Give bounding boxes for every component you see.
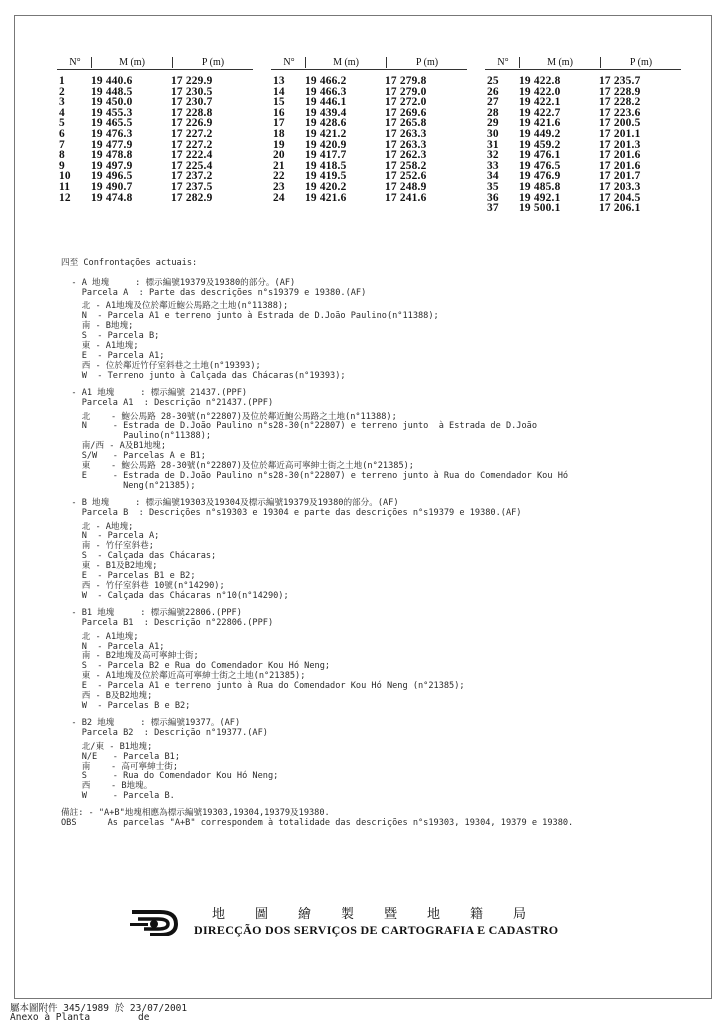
boundary-line: Paulino(n°11388); (61, 431, 212, 442)
boundary-line: E - Estrada de D.João Paulino n°s28-30(n°22807) e terreno junto à Rua do Comendador Kou Hó (61, 470, 569, 481)
p-coordinate: 17 279.0 (385, 85, 427, 98)
point-number: 34 (487, 170, 499, 183)
table-row (57, 87, 253, 98)
p-coordinate: 17 226.9 (171, 117, 213, 130)
table-row (57, 129, 253, 140)
point-number: 5 (59, 117, 65, 130)
boundary-line: Neng(n°21385); (61, 480, 196, 491)
p-coordinate: 17 269.6 (385, 106, 427, 119)
point-number: 1 (59, 75, 65, 87)
point-number: 15 (273, 96, 285, 109)
boundary-line: W - Terreno junto à Calçada das Chácaras(n°19393); (61, 370, 346, 381)
boundary-line: W - Parcela B. (61, 791, 175, 802)
p-coordinate: 17 282.9 (171, 191, 213, 204)
boundary-line: N - Parcela A1 e terreno junto à Estrada de D.João Paulino(n°11388); (61, 311, 439, 322)
boundary-line: S - Calçada das Chácaras; (61, 551, 217, 562)
p-coordinate: 17 263.3 (385, 138, 427, 151)
m-coordinate: 19 420.9 (305, 138, 347, 151)
table-row (271, 182, 467, 193)
m-coordinate: 19 440.6 (91, 75, 133, 87)
point-number: 22 (273, 170, 285, 183)
coordinate-table-3 (485, 57, 681, 214)
point-number: 13 (273, 75, 285, 87)
boundary-line: 西 - 竹仔室斜巷 10號(n°14290); (61, 581, 225, 591)
coordinate-table-2 (271, 57, 467, 203)
point-number: 31 (487, 138, 499, 151)
column-header-p: P (m) (600, 57, 681, 68)
point-number: 18 (273, 127, 285, 140)
point-number: 35 (487, 180, 499, 193)
column-header-n: N° (283, 57, 295, 68)
boundary-line: 北 - A1地塊及位於鄰近鮑公馬路之土地(n°11388); (61, 301, 289, 312)
p-coordinate: 17 225.4 (171, 159, 213, 172)
table-row (57, 182, 253, 193)
m-coordinate: 19 476.5 (519, 159, 561, 172)
table-row (57, 161, 253, 172)
m-coordinate: 19 418.5 (305, 159, 347, 172)
point-number: 4 (59, 106, 65, 119)
table-row (271, 76, 467, 87)
m-coordinate: 19 421.6 (305, 191, 347, 204)
table-row (57, 97, 253, 108)
parcel-title-line: - B1 地塊 : 標示編號22806.(PPF) (61, 607, 242, 618)
organization-name-portuguese: DIRECÇÃO DOS SERVIÇOS DE CARTOGRAFIA E CADASTRO (194, 923, 559, 937)
table-row (57, 140, 253, 151)
m-coordinate: 19 428.6 (305, 117, 347, 130)
m-coordinate: 19 478.8 (91, 149, 133, 162)
p-coordinate: 17 265.8 (385, 117, 427, 130)
table-row (57, 150, 253, 161)
boundary-line: S - Rua do Comendador Kou Hó Neng; (61, 771, 279, 782)
boundary-line: 北/東 - B1地塊; (61, 741, 153, 752)
p-coordinate: 17 222.4 (171, 149, 213, 162)
p-coordinate: 17 227.2 (171, 138, 213, 151)
parcel-title-line: - B2 地塊 : 標示編號19377。(AF) (61, 717, 241, 728)
point-number: 16 (273, 106, 285, 119)
table-row (485, 171, 681, 182)
boundary-line: 南 - B地塊; (61, 321, 134, 332)
p-coordinate: 17 228.2 (599, 96, 641, 109)
parcel-title-line: Parcela B : Descrições n°s19303 e 19304 e parte das descrições n°s19379 e 19380.(AF) (61, 507, 522, 518)
table-row (271, 97, 467, 108)
boundary-line: N - Estrada de D.João Paulino n°s28-30(n°22807) e terreno junto à Estrada de D.João (61, 421, 537, 432)
annex-plan-label: Anexo à Planta (10, 1012, 91, 1023)
p-coordinate: 17 203.3 (599, 180, 641, 193)
point-number: 30 (487, 127, 499, 140)
point-number: 26 (487, 85, 499, 98)
table-row (271, 108, 467, 119)
column-header-n: N° (497, 57, 509, 68)
point-number: 32 (487, 149, 499, 162)
point-number: 24 (273, 191, 285, 204)
point-number: 12 (59, 191, 71, 204)
p-coordinate: 17 206.1 (599, 202, 641, 215)
m-coordinate: 19 490.7 (91, 180, 133, 193)
table-row (57, 76, 253, 87)
column-header-m: M (m) (305, 57, 386, 68)
m-coordinate: 19 474.8 (91, 191, 133, 204)
boundary-line: 東 - B1及B2地塊; (61, 561, 158, 572)
parcel-title-line: - A 地塊 : 標示編號19379及19380的部分。(AF) (61, 277, 296, 288)
boundary-line: S/W - Parcelas A e B1; (61, 451, 206, 462)
m-coordinate: 19 476.3 (91, 127, 133, 140)
p-coordinate: 17 228.8 (171, 106, 213, 119)
point-number: 8 (59, 149, 65, 162)
point-number: 20 (273, 149, 285, 162)
parcel-title-line: - A1 地塊 : 標示編號 21437.(PPF) (61, 387, 248, 398)
m-coordinate: 19 449.2 (519, 127, 561, 140)
boundary-line: N - Parcela A1; (61, 641, 165, 652)
m-coordinate: 19 459.2 (519, 138, 561, 151)
p-coordinate: 17 223.6 (599, 106, 641, 119)
point-number: 23 (273, 180, 285, 193)
p-coordinate: 17 279.8 (385, 75, 427, 87)
p-coordinate: 17 229.9 (171, 75, 213, 87)
column-header-m: M (m) (91, 57, 172, 68)
m-coordinate: 19 497.9 (91, 159, 133, 172)
m-coordinate: 19 455.3 (91, 106, 133, 119)
point-number: 37 (487, 202, 499, 215)
point-number: 9 (59, 159, 65, 172)
boundary-line: 東 - A1地塊及位於鄰近高可寧紳士街之土地(n°21385); (61, 671, 306, 682)
point-number: 33 (487, 159, 499, 172)
m-coordinate: 19 492.1 (519, 191, 561, 204)
point-number: 3 (59, 96, 65, 109)
table-row (271, 171, 467, 182)
boundary-line: E - Parcelas B1 e B2; (61, 571, 196, 582)
m-coordinate: 19 421.2 (305, 127, 347, 140)
p-coordinate: 17 235.7 (599, 75, 641, 87)
table-row (485, 76, 681, 87)
m-coordinate: 19 477.9 (91, 138, 133, 151)
m-coordinate: 19 485.8 (519, 180, 561, 193)
p-coordinate: 17 258.2 (385, 159, 427, 172)
m-coordinate: 19 446.1 (305, 96, 347, 109)
parcel-title-line: Parcela B2 : Descrição n°19377.(AF) (61, 727, 268, 738)
parcel-title-line: Parcela A : Parte das descrições n°s19379 e 19380.(AF) (61, 287, 367, 298)
table-row (485, 97, 681, 108)
annex-label (10, 1012, 150, 1023)
table-row (485, 118, 681, 129)
p-coordinate: 17 201.6 (599, 149, 641, 162)
confrontations-section (61, 239, 701, 829)
table-header (485, 57, 681, 70)
p-coordinate: 17 201.3 (599, 138, 641, 151)
p-coordinate: 17 262.3 (385, 149, 427, 162)
boundary-line: N/E - Parcela B1; (61, 751, 180, 762)
m-coordinate: 19 466.2 (305, 75, 347, 87)
boundary-line: N - Parcela A; (61, 531, 160, 542)
m-coordinate: 19 419.5 (305, 170, 347, 183)
boundary-line: 西 - B及B2地塊; (61, 691, 153, 702)
boundary-line: 東 - A1地塊; (61, 341, 139, 352)
boundary-line: 南 - 高可寧紳士街; (61, 761, 179, 772)
boundary-line: 南 - 竹仔室斜巷; (61, 541, 154, 552)
boundary-line: 東 - 鮑公馬路 28-30號(n°22807)及位於鄰近高可寧紳士街之土地(n°21385); (61, 461, 414, 472)
confrontations-heading: 四至 Confrontações actuais: (61, 257, 198, 268)
p-coordinate: 17 204.5 (599, 191, 641, 204)
m-coordinate: 19 500.1 (519, 202, 561, 215)
table-row (57, 193, 253, 204)
p-coordinate: 17 230.5 (171, 85, 213, 98)
boundary-line: 北 - A地塊; (61, 521, 134, 532)
point-number: 25 (487, 75, 499, 87)
p-coordinate: 17 272.0 (385, 96, 427, 109)
p-coordinate: 17 263.3 (385, 127, 427, 140)
column-header-p: P (m) (386, 57, 467, 68)
table-row (57, 108, 253, 119)
m-coordinate: 19 420.2 (305, 180, 347, 193)
boundary-line: 北 - A1地塊; (61, 631, 139, 642)
p-coordinate: 17 227.2 (171, 127, 213, 140)
column-header-n: N° (69, 57, 81, 68)
p-coordinate: 17 201.7 (599, 170, 641, 183)
m-coordinate: 19 466.3 (305, 85, 347, 98)
parcel-title-line: Parcela B1 : Descrição n°22806.(PPF) (61, 617, 274, 628)
p-coordinate: 17 252.6 (385, 170, 427, 183)
table-row (271, 193, 467, 204)
annex-reference: 屬本圖附件 345/1989 於 23/07/2001 (10, 1003, 188, 1014)
point-number: 17 (273, 117, 285, 130)
point-number: 27 (487, 96, 499, 109)
boundary-line: 南/西 - A及B1地塊; (61, 441, 167, 452)
table-row (271, 129, 467, 140)
m-coordinate: 19 422.1 (519, 96, 561, 109)
point-number: 6 (59, 127, 65, 140)
table-row (485, 182, 681, 193)
p-coordinate: 17 201.6 (599, 159, 641, 172)
table-row (485, 129, 681, 140)
m-coordinate: 19 422.8 (519, 75, 561, 87)
boundary-line: 南 - B2地塊及高可寧紳士街; (61, 651, 199, 662)
table-row (485, 203, 681, 214)
p-coordinate: 17 200.5 (599, 117, 641, 130)
point-number: 10 (59, 170, 71, 183)
table-row (57, 171, 253, 182)
point-number: 2 (59, 85, 65, 98)
m-coordinate: 19 421.6 (519, 117, 561, 130)
table-row (271, 140, 467, 151)
table-row (485, 193, 681, 204)
boundary-line: S - Parcela B; (61, 331, 160, 342)
m-coordinate: 19 439.4 (305, 106, 347, 119)
boundary-line: 西 - 位於鄰近竹仔室斜巷之土地(n°19393); (61, 360, 261, 371)
p-coordinate: 17 241.6 (385, 191, 427, 204)
coordinate-table-1 (57, 57, 253, 203)
note-line: OBS As parcelas "A+B" correspondem à totalidade das descrições n°s19303, 19304, 19379 e 19380. (61, 818, 574, 829)
m-coordinate: 19 496.5 (91, 170, 133, 183)
column-header-p: P (m) (172, 57, 253, 68)
table-row (485, 87, 681, 98)
point-number: 19 (273, 138, 285, 151)
point-number: 29 (487, 117, 499, 130)
m-coordinate: 19 422.7 (519, 106, 561, 119)
parcel-title-line: Parcela A1 : Descrição n°21437.(PPF) (61, 397, 274, 408)
point-number: 11 (59, 180, 71, 193)
p-coordinate: 17 230.7 (171, 96, 213, 109)
table-row (271, 87, 467, 98)
parcel-title-line: - B 地塊 : 標示編號19303及19304及標示編號19379及19380的部分。(AF) (61, 497, 399, 508)
table-row (485, 161, 681, 172)
boundary-line: 北 - 鮑公馬路 28-30號(n°22807)及位於鄰近鮑公馬路之土地(n°11388); (61, 411, 397, 422)
m-coordinate: 19 465.5 (91, 117, 133, 130)
organization-name-chinese: 地圖繪製暨地籍局 (212, 907, 557, 922)
note-line: 備註: - "A+B"地塊相應為標示編號19303,19304,19379及19380. (61, 808, 330, 819)
point-number: 7 (59, 138, 65, 151)
table-row (271, 150, 467, 161)
p-coordinate: 17 228.9 (599, 85, 641, 98)
point-number: 36 (487, 191, 499, 204)
m-coordinate: 19 417.7 (305, 149, 347, 162)
m-coordinate: 19 448.5 (91, 85, 133, 98)
point-number: 28 (487, 106, 499, 119)
table-row (271, 161, 467, 172)
dscc-logo-icon (130, 902, 182, 936)
m-coordinate: 19 476.9 (519, 170, 561, 183)
boundary-line: W - Calçada das Chácaras n°10(n°14290); (61, 590, 289, 601)
point-number: 14 (273, 85, 285, 98)
p-coordinate: 17 237.2 (171, 170, 213, 183)
p-coordinate: 17 248.9 (385, 180, 427, 193)
table-row (485, 150, 681, 161)
table-row (485, 108, 681, 119)
boundary-line: S - Parcela B2 e Rua do Comendador Kou Hó Neng; (61, 661, 331, 672)
m-coordinate: 19 422.0 (519, 85, 561, 98)
p-coordinate: 17 237.5 (171, 180, 213, 193)
column-header-m: M (m) (519, 57, 600, 68)
boundary-line: 西 - B地塊。 (61, 781, 153, 792)
table-row (57, 118, 253, 129)
table-row (485, 140, 681, 151)
boundary-line: E - Parcela A1 e terreno junto à Rua do Comendador Kou Hó Neng (n°21385); (61, 681, 465, 692)
table-header (57, 57, 253, 70)
annex-de-label: de (138, 1012, 150, 1023)
table-row (271, 118, 467, 129)
point-number: 21 (273, 159, 285, 172)
m-coordinate: 19 476.1 (519, 149, 561, 162)
p-coordinate: 17 201.1 (599, 127, 641, 140)
table-header (271, 57, 467, 70)
boundary-line: W - Parcelas B e B2; (61, 700, 191, 711)
boundary-line: E - Parcela A1; (61, 350, 165, 361)
m-coordinate: 19 450.0 (91, 96, 133, 109)
